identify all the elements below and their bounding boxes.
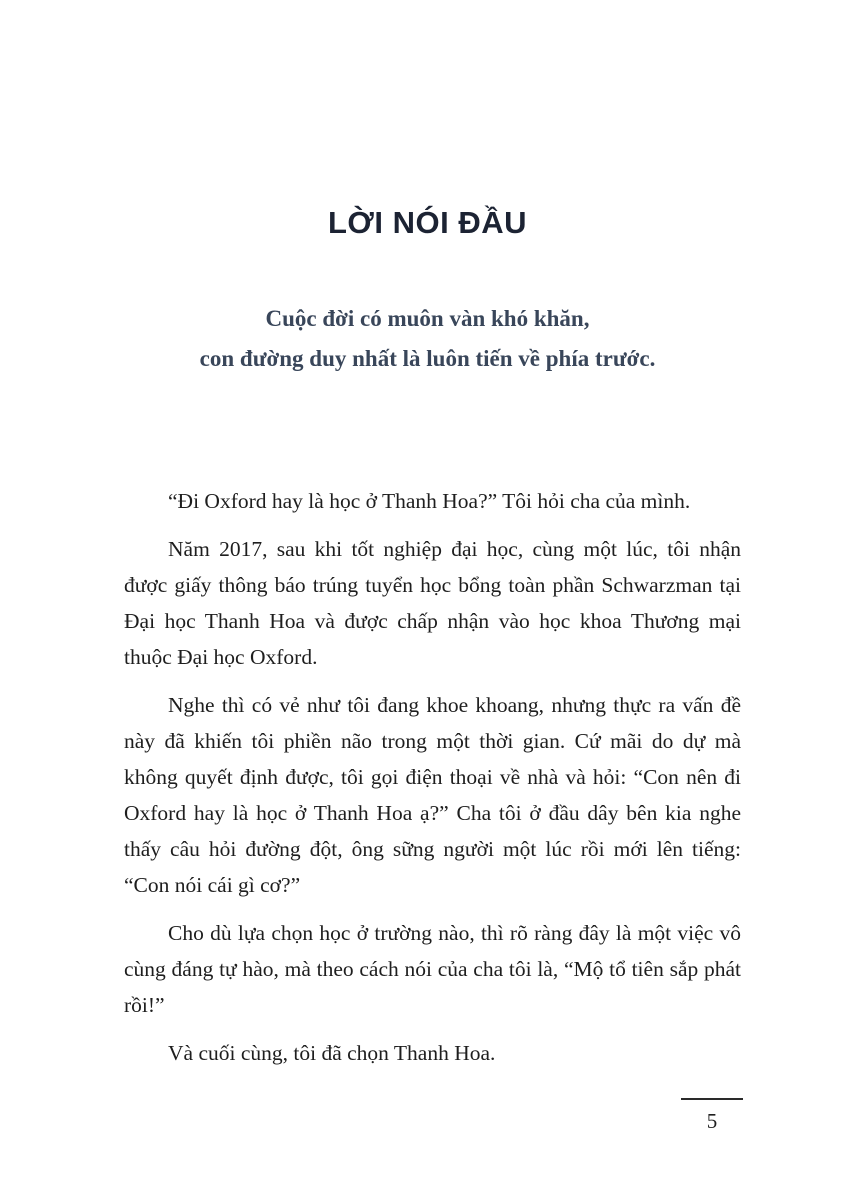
page-footer — [681, 1098, 743, 1134]
epigraph — [0, 299, 855, 379]
page-number: 5 — [706, 1109, 718, 1133]
epigraph-line-1: Cuộc đời có muôn vàn khó khăn, — [265, 306, 590, 331]
paragraph: Năm 2017, sau khi tốt nghiệp đại học, cùng một lúc, tôi nhận được giấy thông báo trúng tuyển học bổng toàn phần Schwarzman tại Đại học Thanh Hoa và được chấp nhận vào học khoa Thương mại thuộc Đại học Oxford. — [124, 537, 741, 669]
paragraph: Cho dù lựa chọn học ở trường nào, thì rõ ràng đây là một việc vô cùng đáng tự hào, mà theo cách nói của cha tôi là, “Mộ tổ tiên sắp phát rồi!” — [124, 921, 741, 1017]
paragraph: “Đi Oxford hay là học ở Thanh Hoa?” Tôi hỏi cha của mình. — [168, 489, 691, 513]
paragraph: Và cuối cùng, tôi đã chọn Thanh Hoa. — [168, 1041, 496, 1065]
body-text — [0, 483, 855, 1071]
paragraph: Nghe thì có vẻ như tôi đang khoe khoang, nhưng thực ra vấn đề này đã khiến tôi phiền não trong một thời gian. Cứ mãi do dự mà không quyết định được, tôi gọi điện thoại về nhà và hỏi: “Con nên đi Oxford hay là học ở Thanh Hoa ạ?” Cha tôi ở đầu dây bên kia nghe thấy câu hỏi đường đột, ông sững người một lúc rồi mới lên tiếng: “Con nói cái gì cơ?” — [124, 693, 741, 897]
epigraph-line-2: con đường duy nhất là luôn tiến về phía trước. — [199, 346, 656, 371]
chapter-title: LỜI NÓI ĐẦU — [328, 205, 527, 240]
